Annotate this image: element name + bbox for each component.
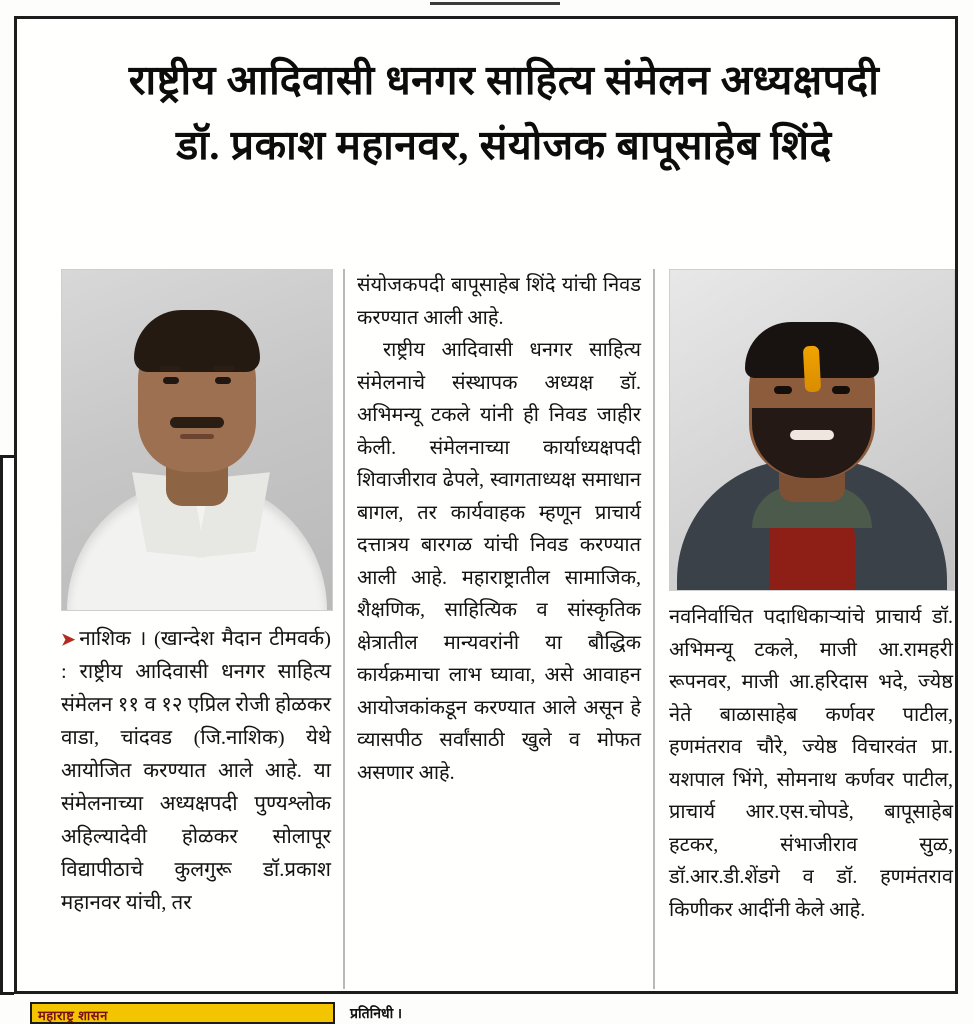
bottom-badge <box>30 1002 335 1024</box>
middle-column-paragraph-1: संयोजकपदी बापूसाहेब शिंदे यांची निवड करण्यात आली आहे. <box>357 274 641 329</box>
headline-line-2: डॉ. प्रकाश महानवर, संयोजक बापूसाहेब शिंदे <box>176 122 832 168</box>
article-columns <box>47 269 963 989</box>
photo-prakash-mahanwar <box>61 269 333 611</box>
dateline-paragraph <box>61 623 331 920</box>
right-column-body: नवनिर्वाचित पदाधिकाऱ्यांचे प्राचार्य डॉ. अभिमन्यू टकले, माजी आ.रामहरी रूपनवर, माजी आ.हरिदास भदे, ज्येष्ठ नेते बाळासाहेब कर्णवर पाटील, हणमंतराव चौरे, ज्येष्ठ विचारवंत प्रा. यशपाल भिंगे, सोमनाथ कर्णवर पाटील, प्राचार्य आर.एस.चोपडे, बापूसाहेब हटकर, संभाजीराव सुळ, डॉ.आर.डी.शेंडगे व डॉ. हणमंतराव किणीकर आदींनी केले आहे. <box>669 606 953 921</box>
article-frame <box>14 16 958 994</box>
left-column-body: राष्ट्रीय आदिवासी धनगर साहित्य संमेलन ११ व १२ एप्रिल रोजी होळकर वाडा, चांदवड (जि.नाशिक) येथे आयोजित करण्यात आले आहे. या संमेलनाच्या अध्यक्षपदी पुण्यश्लोक अहिल्यादेवी होळकर सोलापूर विद्यापीठाचे कुलगुरू डॉ.प्रकाश महानवर यांची, तर <box>61 661 331 914</box>
bottom-strip-tail: प्रतिनिधी । <box>350 1007 403 1022</box>
top-rule-fragment <box>430 2 560 5</box>
photo-bapusaheb-shinde <box>669 269 955 591</box>
bottom-badge-label: महाराष्ट्र शासन <box>38 1008 108 1023</box>
dateline-text: नाशिक । (खान्देश मैदान टीमवर्क) : <box>61 628 331 683</box>
left-edge-column-rule <box>0 455 14 995</box>
next-article-strip <box>30 1002 960 1024</box>
dateline-arrow-icon: ➤ <box>61 630 76 649</box>
headline-line-1: राष्ट्रीय आदिवासी धनगर साहित्य संमेलन अध्यक्षपदी <box>128 57 880 103</box>
column-left <box>47 269 343 989</box>
column-right <box>655 269 963 989</box>
page-title <box>45 53 963 175</box>
middle-column-paragraph-2: राष्ट्रीय आदिवासी धनगर साहित्य संमेलनाचे संस्थापक अध्यक्ष डॉ. अभिमन्यू टकले यांनी ही निवड जाहीर केली. संमेलनाच्या कार्याध्यक्षपदी शिवाजीराव ढेपले, स्वागताध्यक्ष समाधान बागल, तर कार्यवाहक म्हणून प्राचार्य दत्तात्रय बारगळ यांची निवड करण्यात आली आहे. महाराष्ट्रातील सामाजिक, शैक्षणिक, साहित्यिक व सांस्कृतिक क्षेत्रातील मान्यवरांनी या बौद्धिक कार्यक्रमाचा लाभ घ्यावा, असे आवाहन आयोजकांकडून करण्यात आले असून हे व्यासपीठ सर्वांसाठी खुले व मोफत असणार आहे. <box>357 339 641 784</box>
column-middle <box>343 269 655 989</box>
